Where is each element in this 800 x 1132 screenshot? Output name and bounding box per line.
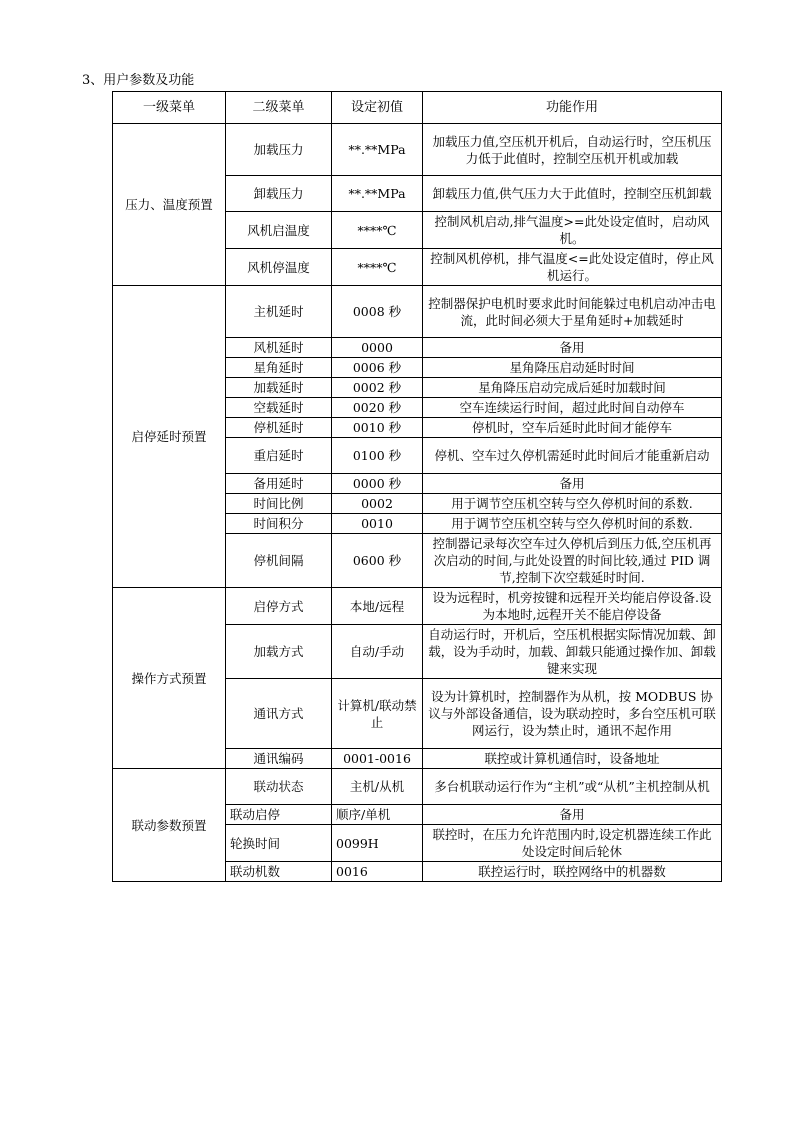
table-row bbox=[113, 124, 722, 176]
menu-cell: 时间比例 bbox=[226, 494, 332, 514]
menu-cell: 通讯编码 bbox=[226, 749, 332, 769]
value-cell: **.**MPa bbox=[332, 124, 423, 176]
table-header-row bbox=[113, 92, 722, 124]
desc-cell: 备用 bbox=[423, 338, 722, 358]
group-name: 压力、温度预置 bbox=[113, 124, 226, 286]
group-name: 启停延时预置 bbox=[113, 286, 226, 588]
value-cell: 0600 秒 bbox=[332, 534, 423, 588]
header-function: 功能作用 bbox=[423, 92, 722, 124]
header-level1-menu: 一级菜单 bbox=[113, 92, 226, 124]
menu-cell: 重启延时 bbox=[226, 438, 332, 474]
desc-cell: 控制器保护电机时要求此时间能躲过电机启动冲击电流，此时间必须大于星角延时+加载延时 bbox=[423, 286, 722, 338]
value-cell: 0010 秒 bbox=[332, 418, 423, 438]
value-cell: 计算机/联动禁止 bbox=[332, 679, 423, 749]
menu-cell: 风机停温度 bbox=[226, 249, 332, 286]
value-cell: 本地/远程 bbox=[332, 588, 423, 625]
menu-cell: 加载方式 bbox=[226, 625, 332, 679]
menu-cell: 星角延时 bbox=[226, 358, 332, 378]
menu-cell: 主机延时 bbox=[226, 286, 332, 338]
menu-cell: 加载压力 bbox=[226, 124, 332, 176]
value-cell: 0010 bbox=[332, 514, 423, 534]
desc-cell: 控制风机启动,排气温度>=此处设定值时，启动风机。 bbox=[423, 212, 722, 249]
value-cell: 0008 秒 bbox=[332, 286, 423, 338]
user-parameters-table bbox=[112, 91, 722, 882]
value-cell: ****℃ bbox=[332, 212, 423, 249]
value-cell: 0002 bbox=[332, 494, 423, 514]
menu-cell: 时间积分 bbox=[226, 514, 332, 534]
desc-cell: 联控时，在压力允许范围内时,设定机器连续工作此处设定时间后轮休 bbox=[423, 825, 722, 862]
menu-cell: 空载延时 bbox=[226, 398, 332, 418]
desc-cell: 用于调节空压机空转与空久停机时间的系数. bbox=[423, 494, 722, 514]
desc-cell: 设为远程时，机旁按键和远程开关均能启停设备.设为本地时,远程开关不能启停设备 bbox=[423, 588, 722, 625]
desc-cell: 卸载压力值,供气压力大于此值时，控制空压机卸载 bbox=[423, 176, 722, 212]
menu-cell: 通讯方式 bbox=[226, 679, 332, 749]
header-level2-menu: 二级菜单 bbox=[226, 92, 332, 124]
desc-cell: 多台机联动运行作为“主机”或“从机”主机控制从机 bbox=[423, 769, 722, 805]
value-cell: 0006 秒 bbox=[332, 358, 423, 378]
desc-cell: 控制器记录每次空车过久停机后到压力低,空压机再次启动的时间,与此处设置的时间比较,通过 PID 调节,控制下次空载延时时间. bbox=[423, 534, 722, 588]
value-cell: 顺序/单机 bbox=[332, 805, 423, 825]
menu-cell: 风机启温度 bbox=[226, 212, 332, 249]
desc-cell: 联控运行时，联控网络中的机器数 bbox=[423, 862, 722, 882]
desc-cell: 备用 bbox=[423, 805, 722, 825]
value-cell: 0016 bbox=[332, 862, 423, 882]
table-row bbox=[113, 286, 722, 338]
value-cell: 0020 秒 bbox=[332, 398, 423, 418]
desc-cell: 用于调节空压机空转与空久停机时间的系数. bbox=[423, 514, 722, 534]
value-cell: 自动/手动 bbox=[332, 625, 423, 679]
section-title: 3、用户参数及功能 bbox=[82, 73, 195, 88]
desc-cell: 备用 bbox=[423, 474, 722, 494]
desc-cell: 停机时，空车后延时此时间才能停车 bbox=[423, 418, 722, 438]
value-cell: 0100 秒 bbox=[332, 438, 423, 474]
group-name: 联动参数预置 bbox=[113, 769, 226, 882]
value-cell: 0002 秒 bbox=[332, 378, 423, 398]
desc-cell: 设为计算机时，控制器作为从机，按 MODBUS 协议与外部设备通信，设为联动控时，多台空压机可联网运行，设为禁止时，通讯不起作用 bbox=[423, 679, 722, 749]
desc-cell: 空车连续运行时间，超过此时间自动停车 bbox=[423, 398, 722, 418]
desc-cell: 加载压力值,空压机开机后，自动运行时，空压机压力低于此值时，控制空压机开机或加载 bbox=[423, 124, 722, 176]
table-row bbox=[113, 769, 722, 805]
desc-cell: 星角降压启动延时时间 bbox=[423, 358, 722, 378]
menu-cell: 停机延时 bbox=[226, 418, 332, 438]
header-initial-value: 设定初值 bbox=[332, 92, 423, 124]
menu-cell: 轮换时间 bbox=[226, 825, 332, 862]
value-cell: 0000 秒 bbox=[332, 474, 423, 494]
desc-cell: 自动运行时，开机后，空压机根据实际情况加载、卸载，设为手动时，加载、卸载只能通过操作加、卸载键来实现 bbox=[423, 625, 722, 679]
table-row bbox=[113, 588, 722, 625]
desc-cell: 星角降压启动完成后延时加载时间 bbox=[423, 378, 722, 398]
value-cell: 0000 bbox=[332, 338, 423, 358]
desc-cell: 联控或计算机通信时，设备地址 bbox=[423, 749, 722, 769]
desc-cell: 停机、空车过久停机需延时此时间后才能重新启动 bbox=[423, 438, 722, 474]
group-name: 操作方式预置 bbox=[113, 588, 226, 769]
value-cell: **.**MPa bbox=[332, 176, 423, 212]
menu-cell: 联动启停 bbox=[226, 805, 332, 825]
menu-cell: 联动机数 bbox=[226, 862, 332, 882]
value-cell: ****℃ bbox=[332, 249, 423, 286]
menu-cell: 停机间隔 bbox=[226, 534, 332, 588]
value-cell: 主机/从机 bbox=[332, 769, 423, 805]
value-cell: 0001-0016 bbox=[332, 749, 423, 769]
value-cell: 0099H bbox=[332, 825, 423, 862]
menu-cell: 风机延时 bbox=[226, 338, 332, 358]
menu-cell: 卸载压力 bbox=[226, 176, 332, 212]
desc-cell: 控制风机停机，排气温度<=此处设定值时，停止风机运行。 bbox=[423, 249, 722, 286]
menu-cell: 联动状态 bbox=[226, 769, 332, 805]
menu-cell: 启停方式 bbox=[226, 588, 332, 625]
menu-cell: 备用延时 bbox=[226, 474, 332, 494]
menu-cell: 加载延时 bbox=[226, 378, 332, 398]
